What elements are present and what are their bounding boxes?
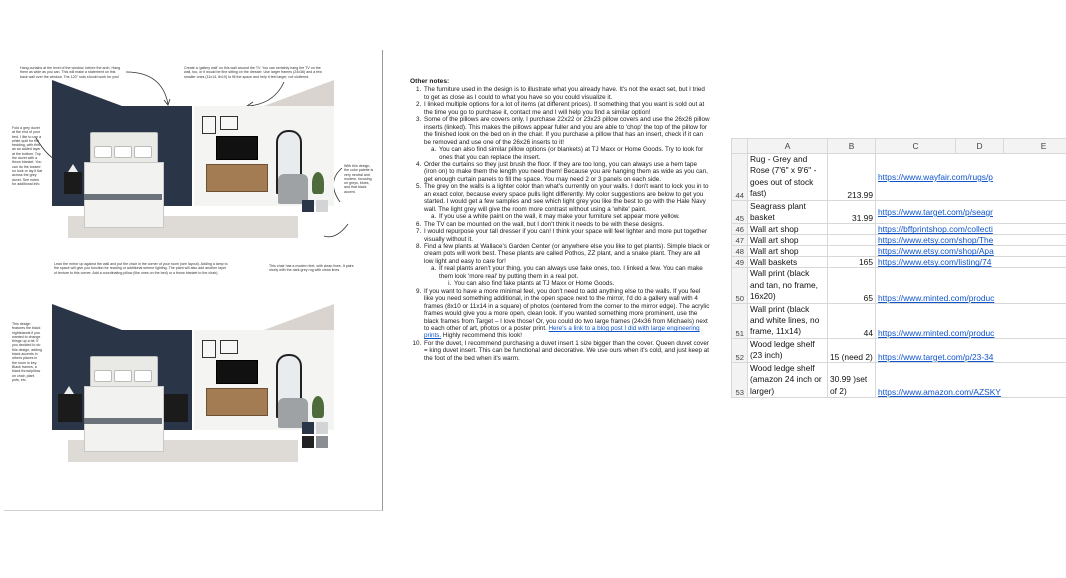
cell-item[interactable]: Rug - Grey and Rose (7'6" x 9'6" - goes out of stock fast) <box>748 154 828 201</box>
table-row <box>732 224 1066 235</box>
row-header[interactable]: 45 <box>732 200 748 224</box>
annotation-nightstands: This design features the black nightstands if you wanted to change things up a bit. If you decided to do this design, adding black accents in others places in the room is key. Black frames, a black throw/pillow on chair, plant pots, etc. <box>12 322 42 382</box>
row-header[interactable]: 50 <box>732 268 748 303</box>
cell-item[interactable]: Wall art shop <box>748 235 828 246</box>
row-header[interactable]: 51 <box>732 303 748 338</box>
spreadsheet <box>731 138 1066 398</box>
cell-link[interactable]: https://bffprintshop.com/collecti <box>876 224 1066 235</box>
note-item: 4. Order the curtains so they just brush the floor. If they are too long, you can always use a hem tape (iron on) to make them the length you need them! Because you are hanging them as wide as you can, get enough curtain panels to fill the space. You may need 2 or 3 panels on each side. <box>423 161 710 183</box>
annotation-curtains: Hang curtains at the level of the window, before the arch. Hang them as wide as you can. This will make a statement on this back wall over the window. The 120" rods should work for you! <box>20 66 121 79</box>
row-header[interactable]: 46 <box>732 224 748 235</box>
note-item: 1. The furniture used in the design is to illustrate what you already have. It's not the exact set, but I tried to get as close as I could to what you have so you could visualize it. <box>423 86 710 101</box>
column-header-e[interactable]: E <box>1004 139 1066 154</box>
cell-item[interactable]: Wall baskets <box>748 257 828 268</box>
cell-item[interactable]: Wood ledge shelf (23 inch) <box>748 338 828 362</box>
note-subitem: i. You can also find fake plants at TJ Maxx or Home Goods. <box>453 280 710 287</box>
note-subitem: a. If real plants aren't your thing, you can always use fake ones, too. I linked a few. You can make them look 'more real' by putting them in a real pot. i. You can also find fake plants at TJ Maxx or Home Goods. <box>438 265 710 287</box>
column-header-d[interactable]: D <box>956 139 1004 154</box>
note-item: 7. I would repurpose your tall dresser if you can! I think your space will feel lighter and more put together visually without it. <box>423 228 710 243</box>
cell-link[interactable]: https://www.etsy.com/shop/The <box>876 235 1066 246</box>
cell-price[interactable]: 30.99 )set of 2) <box>828 362 876 397</box>
cell-link[interactable]: https://www.minted.com/produc <box>876 303 1066 338</box>
table-row <box>732 338 1066 362</box>
table-row <box>732 257 1066 268</box>
table-row <box>732 268 1066 303</box>
note-item: 2. I linked multiple options for a lot of items (at different prices). If something that you want is sold out at the time you go to purchase it, contact me and I will help you find a similar option! <box>423 101 710 116</box>
note-item: 8. Find a few plants at Wallace's Garden Center (or anywhere else you like to get plants). Simple black or cream pots will work best. These plants are called Pothos, ZZ plant, and a snake plant. They are all low light and easy to care for! a. If real plants aren't your thing, you can always use fake ones, too. I linked a few. You can make them look 'more real' by putting them in a real pot. i. You can also find fake plants at TJ Maxx or Home Goods. <box>423 243 710 288</box>
cell-item[interactable]: Wall art shop <box>748 224 828 235</box>
table-row <box>732 246 1066 257</box>
annotation-color-palette: With this design, the color palette is very neutral and modern, focusing on greys, blues, and that black accent. <box>344 164 374 194</box>
row-header[interactable]: 44 <box>732 154 748 201</box>
column-header-row <box>732 139 1066 154</box>
table-row <box>732 154 1066 201</box>
other-notes <box>410 78 710 362</box>
cell-item[interactable]: Wall print (black and white lines, no frame, 11x14) <box>748 303 828 338</box>
cell-link[interactable]: https://www.target.com/p/23-34 <box>876 338 1066 362</box>
annotation-mirror-chair: Lean the mirror up against the wall and put the chair in the corner of your room (see layout). Adding a lamp to the space will give you function for reading or additional serene lighting. The plant will also add another layer of texture to this corner. Add a coordinating pillow (like ones on the bed) or a throw blanket to the chair). <box>54 262 228 275</box>
cell-price[interactable]: 44 <box>828 303 876 338</box>
table-row <box>732 200 1066 224</box>
cell-item[interactable]: Wall print (black and tan, no frame, 16x20) <box>748 268 828 303</box>
design-board <box>4 50 383 511</box>
cell-link[interactable]: https://www.amazon.com/AZSKY <box>876 362 1066 397</box>
note-item: 9. If you want to have a more minimal feel, you don't need to add anything else to the walls. If you feel like you need something additional, in the open space next to the mirror, I'd do a gallery wall with 4 frames (8x10 or 11x14 in a square) of photos (centered from the corner to the mirror edge). The acrylic frames would give you a more open, clean look. If you wanted something more prominent, use the black frames from Target – I love those! Or, you could do two large frames (24x36 from Michaels) next to each other of art, photos or a poster print. Here's a link to a blog post I did with large engineering prints. Highly recommend this look! <box>423 288 710 340</box>
note-item: 5. The grey on the walls is a lighter color than what's currently on your walls. I don't want to lock you in to an exact color, because every space pulls light differently. My color suggestions are below to get you started. I would get a few samples and see which light grey you like the best to go with the Hale Navy wall. The light grey will give the room more contrast without using a 'white' paint. a. If you use a white paint on the wall, it may make your furniture set appear more yellow. <box>423 183 710 220</box>
row-header[interactable]: 49 <box>732 257 748 268</box>
cell-price[interactable]: 165 <box>828 257 876 268</box>
cell-price[interactable]: 15 (need 2) <box>828 338 876 362</box>
cell-price[interactable]: 31.99 <box>828 200 876 224</box>
cell-price[interactable]: 65 <box>828 268 876 303</box>
note-subitem: a. If you use a white paint on the wall, it may make your furniture set appear more yellow. <box>438 213 710 220</box>
cell-item[interactable]: Wood ledge shelf (amazon 24 inch or larger) <box>748 362 828 397</box>
room-design-1 <box>44 76 344 261</box>
cell-item[interactable]: Wall art shop <box>748 246 828 257</box>
column-header-c[interactable]: C <box>876 139 956 154</box>
note-item: 6. The TV can be mounted on the wall, but I don't think it needs to be with these designs. <box>423 221 710 228</box>
table-row <box>732 303 1066 338</box>
annotation-gallery-wall: Create a 'gallery wall' on this wall around the TV. You can certainly hang the TV on the wall, too, or it would be fine sitting on the dresser. Use larger frames (24x36) and a few smaller ones (11x14, 8x10) to fill the space and help it feel larger, not cluttered. <box>184 66 322 79</box>
table-row <box>732 362 1066 397</box>
annotation-duvet: Fold a grey duvet at the end of your bed. I like to use a white quilt for the bedding, with this as an added layer at the bottom. Top the duvet with a throw blanket. You can do the tossed on look or lay it flat across the grey duvet. See notes for additional info. <box>12 126 42 186</box>
cell-item[interactable]: Seagrass plant basket <box>748 200 828 224</box>
cell-link[interactable]: https://www.minted.com/produc <box>876 268 1066 303</box>
cell-link[interactable]: https://www.etsy.com/listing/74 <box>876 257 1066 268</box>
cell-link[interactable]: https://www.etsy.com/shop/Apa <box>876 246 1066 257</box>
table-row <box>732 235 1066 246</box>
column-header-a[interactable]: A <box>748 139 828 154</box>
column-header-b[interactable]: B <box>828 139 876 154</box>
note-item: 10. For the duvet, I recommend purchasing a duvet insert 1 size bigger than the cover. Queen duvet cover = king duvet insert. This can be functional and decorative. We use ours when it's cold, and just keep at the foot of the bed when it's warm. <box>423 340 710 362</box>
annotation-chair: This chair has a modern feel, with clean lines. It pairs nicely with the dark grey rug with clean lines. <box>269 264 354 273</box>
row-header[interactable]: 53 <box>732 362 748 397</box>
blog-post-link[interactable]: Here's a link to a blog post I did with large engineering prints. <box>424 324 700 340</box>
cell-price[interactable] <box>828 235 876 246</box>
note-item: 3. Some of the pillows are covers only. I purchase 22x22 or 23x23 pillow covers and use the 26x26 pillow inserts (linked). This makes the pillows appear fuller and you are able to 'chop' the top of the pillow for the finished look on the bed on in the chair. If you purchase a pillow that has an insert, check if it can be removed and use one of the 26x26 inserts to it! a. You can also find similar pillow options (or blankets) at TJ Maxx or Home Goods. Try to look for ones that you can replace the insert. <box>423 116 710 161</box>
row-header[interactable]: 52 <box>732 338 748 362</box>
row-header[interactable]: 47 <box>732 235 748 246</box>
cell-link[interactable]: https://www.target.com/p/seagr <box>876 200 1066 224</box>
note-subitem: a. You can also find similar pillow options (or blankets) at TJ Maxx or Home Goods. Try to look for ones that you can replace the insert. <box>438 146 710 161</box>
cell-price[interactable]: 213.99 <box>828 154 876 201</box>
row-header[interactable]: 48 <box>732 246 748 257</box>
notes-heading: Other notes: <box>410 78 450 85</box>
room-design-2 <box>44 300 344 480</box>
cell-price[interactable] <box>828 246 876 257</box>
cell-price[interactable] <box>828 224 876 235</box>
cell-link[interactable]: https://www.wayfair.com/rugs/p <box>876 154 1066 201</box>
select-all-corner[interactable] <box>732 139 748 154</box>
